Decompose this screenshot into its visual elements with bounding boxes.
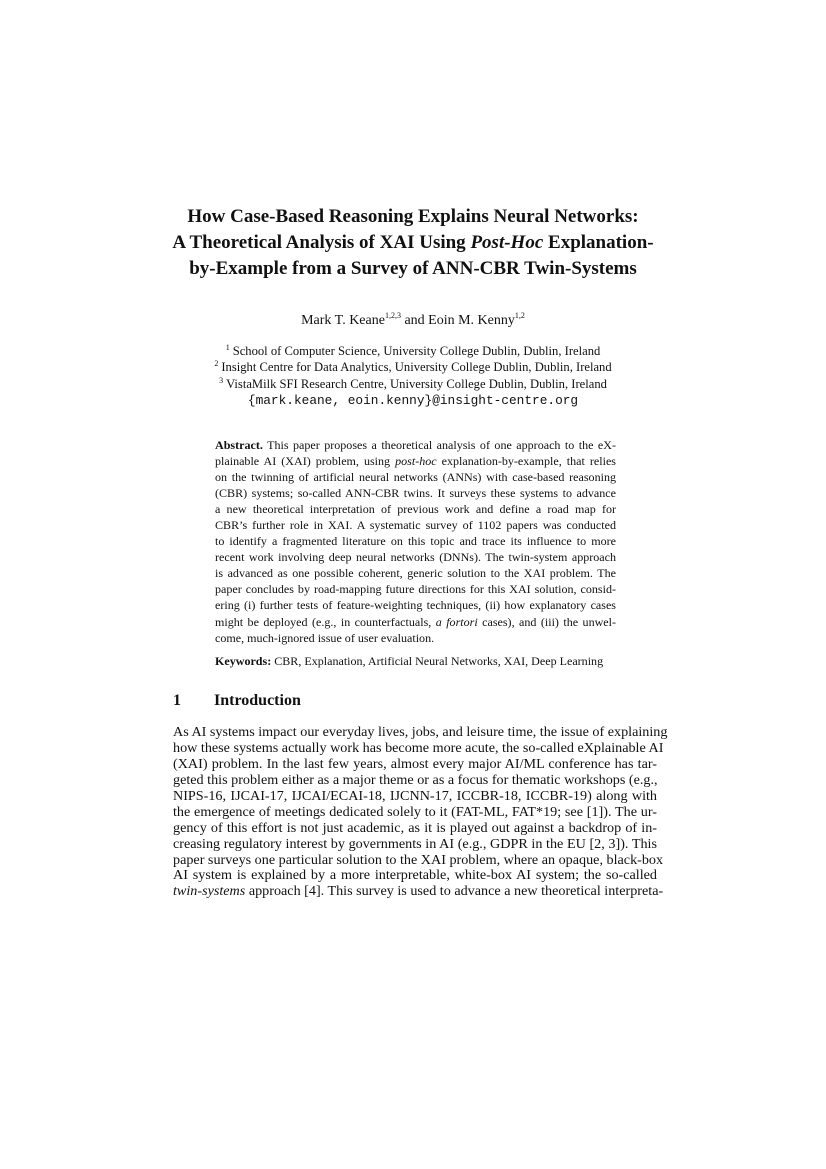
section-heading — [173, 692, 301, 710]
abstract-line: come, much-ignored issue of user evaluation. — [215, 630, 435, 645]
body-line: the emergence of meetings dedicated solely to it (FAT-ML, FAT*19; see [1]). The ur- — [173, 803, 657, 820]
abstract — [215, 437, 616, 646]
body-line: twin-systems approach [4]. This survey is used to advance a new theoretical interpreta- — [173, 883, 664, 900]
keywords — [215, 653, 616, 669]
body-line: NIPS-16, IJCAI-17, IJCAI/ECAI-18, IJCNN-17, ICCBR-18, ICCBR-19) along with — [173, 787, 657, 804]
abstract-line: recent work involving deep neural networks (DNNs). The twin-system approach — [215, 550, 616, 565]
abstract-line: is advanced as one possible coherent, generic solution to the XAI problem. The — [215, 566, 616, 581]
abstract-line: to identify a fragmented literature on this topic and trace its influence to more — [215, 534, 616, 549]
body-line: (XAI) problem. In the last few years, almost every major AI/ML conference has tar- — [173, 755, 657, 772]
body-line: As AI systems impact our everyday lives, jobs, and leisure time, the issue of explaining — [173, 724, 668, 740]
body-line: how these systems actually work has become more acute, the so-called eXplainable AI — [173, 739, 664, 756]
body-line: geted this problem either as a major theme or as a focus for thematic workshops (e.g., — [173, 771, 658, 788]
author-list: Mark T. Keane$^{1,2,3}$ and Eoin M. Kenny$^{1,2}$ — [301, 311, 525, 328]
affiliation-1: $^1$ School of Computer Science, University College Dublin, Dublin, Ireland — [225, 343, 601, 358]
body-line: paper surveys one particular solution to the XAI problem, where an opaque, black-box — [173, 851, 664, 868]
abstract-line: paper concludes by road-mapping future directions for this XAI solution, consid- — [215, 582, 616, 597]
contact-email[interactable]: {mark.keane, eoin.kenny}@insight-centre.org — [247, 392, 579, 408]
abstract-line: ering (i) further tests of feature-weighting techniques, (ii) how explanatory cases — [215, 598, 616, 613]
affiliation-2: $^2$ Insight Centre for Data Analytics, University College Dublin, Dublin, Ireland — [214, 359, 612, 375]
title-line-3: by-Example from a Survey of ANN-CBR Twin-Systems — [189, 258, 637, 279]
author-kenny: Eoin M. Kenny — [428, 313, 515, 328]
abstract-line: plainable AI (XAI) problem, using post-hoc explanation-by-example, that relies — [215, 454, 616, 469]
author-keane: Mark T. Keane — [301, 313, 385, 328]
introduction-text — [173, 724, 668, 900]
section-number: 1 — [173, 692, 181, 709]
body-line: gency of this effort is not just academic, as it is played out against a backdrop of in- — [173, 819, 657, 836]
title-italic-posthoc: Post-Hoc — [470, 232, 544, 253]
affiliation-3: $^3$ VistaMilk SFI Research Centre, University College Dublin, Dublin, Ireland — [219, 375, 607, 391]
abstract-line: a new theoretical interpretation of previous work and define a road map for — [215, 502, 616, 517]
abstract-label: Abstract. — [215, 438, 263, 452]
author-kenny-affil-marks: 1,2 — [514, 311, 525, 320]
body-line: creasing regulatory interest by governments in AI (e.g., GDPR in the EU [2, 3]). This — [173, 835, 657, 852]
paper-title — [100, 204, 726, 282]
affiliations — [100, 343, 726, 409]
title-line-1: How Case-Based Reasoning Explains Neural Networks: — [187, 206, 639, 227]
abstract-line: (CBR) systems; so-called ANN-CBR twins. It surveys these systems to advance — [215, 486, 616, 501]
author-keane-affil-marks: 1,2,3 — [384, 311, 401, 320]
abstract-line: on the twinning of artificial neural networks (ANNs) with case-based reasoning — [215, 470, 616, 485]
section-title: Introduction — [214, 692, 301, 709]
abstract-line: might be deployed (e.g., in counterfactuals, a fortori cases), and (iii) the unwel- — [215, 614, 617, 629]
abstract-line: CBR’s further role in XAI. A systematic survey of 1102 papers was conducted — [215, 518, 616, 533]
keywords-list: CBR, Explanation, Artificial Neural Networks, XAI, Deep Learning — [271, 654, 604, 668]
keywords-label: Keywords: — [215, 654, 272, 668]
title-line-2: A Theoretical Analysis of XAI Using Post-Hoc Explanation- — [172, 232, 654, 253]
abstract-line: Abstract. This paper proposes a theoretical analysis of one approach to the eX- — [215, 438, 616, 452]
body-line: AI system is explained by a more interpretable, white-box AI system; the so-called — [173, 867, 657, 884]
